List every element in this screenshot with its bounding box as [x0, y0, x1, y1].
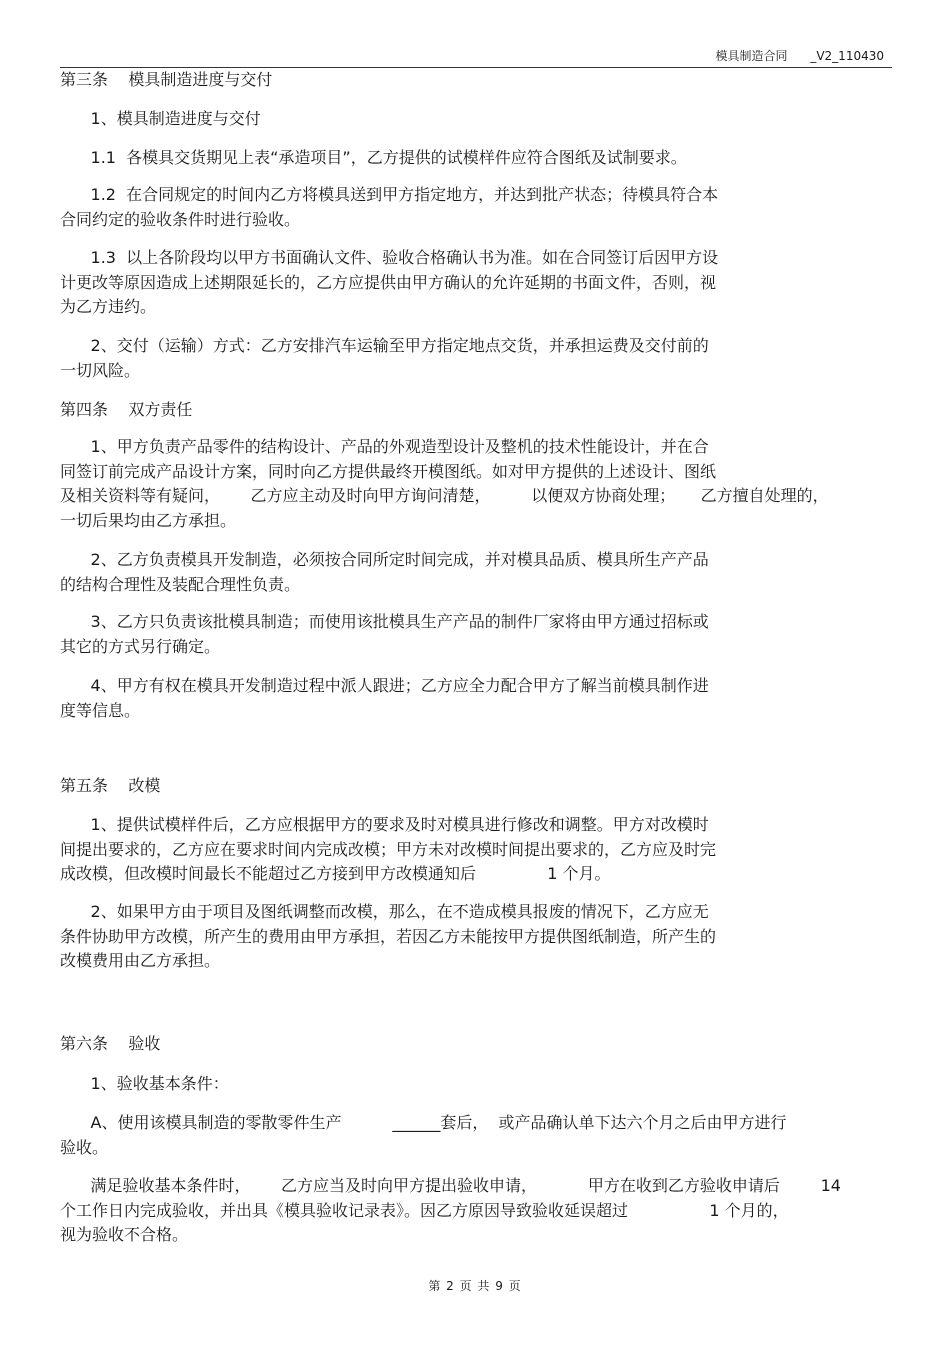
article6-clause1: 1、验收基本条件： [60, 1074, 229, 1093]
article5-clause1: 1、提供试模样件后，乙方应根据甲方的要求及时对模具进行修改和调整。甲方对改模时 间提出要求的，乙方应在要求时间内完成改模；甲方未对改模时间提出要求的，乙方应及时完 成改模，但改模时间最长不能超过乙方接到甲方改模通知后 1 个月。 [60, 815, 717, 883]
article3-title: 第三条 模具制造进度与交付 [60, 70, 273, 89]
article4-title: 第四条 双方责任 [60, 400, 193, 419]
article3-clause1-1: 1.1 各模具交货期见上表“承造项目”，乙方提供的试模样件应符合图纸及试制要求。 [60, 148, 687, 167]
article5-title: 第五条 改模 [60, 776, 161, 795]
article6-clause-b: 满足验收基本条件时， 乙方应当及时向甲方提出验收申请， 甲方在收到乙方验收申请后 14 个工作日内完成验收，并出具《模具验收记录表》。因乙方原因导致验收延误超过 1 个月的， 视为验收不合格。 [60, 1176, 841, 1244]
article3-clause1-3: 1.3 以上各阶段均以甲方书面确认文件、验收合格确认书为准。如在合同签订后因甲方设 计更改等原因造成上述期限延长的，乙方应提供由甲方确认的允许延期的书面文件，否则，视 为乙方违约。 [60, 248, 719, 316]
article4-clause3: 3、乙方只负责该批模具制造；而使用该批模具生产产品的制件厂家将由甲方通过招标或 其它的方式另行确定。 [60, 612, 709, 656]
header-title: 模具制造合同 _V2_110430 [715, 49, 884, 63]
article5-clause2: 2、如果甲方由于项目及图纸调整而改模，那么，在不造成模具报废的情况下，乙方应无 条件协助甲方改模，所产生的费用由甲方承担，若因乙方未能按甲方提供图纸制造，所产生的 改模费用由乙方承担。 [60, 902, 717, 970]
article6-clause-a: A、使用该模具制造的零散零件生产 ______套后， 或产品确认单下达六个月之后由甲方进行 验收。 [60, 1113, 787, 1157]
article6-title: 第六条 验收 [60, 1034, 161, 1053]
article4-clause2: 2、乙方负责模具开发制造，必须按合同所定时间完成，并对模具品质、模具所生产产品 的结构合理性及装配合理性负责。 [60, 550, 709, 594]
page-header [60, 45, 892, 68]
page-number: 第 2 页 共 9 页 [428, 1279, 522, 1293]
article3-clause1-2: 1.2 在合同规定的时间内乙方将模具送到甲方指定地方，并达到批产状态；待模具符合本 合同约定的验收条件时进行验收。 [60, 185, 719, 229]
article4-clause1: 1、甲方负责产品零件的结构设计、产品的外观造型设计及整机的技术性能设计，并在合 同签订前完成产品设计方案，同时向乙方提供最终开模图纸。如对甲方提供的上述设计、图纸 及相关资料等有疑问， 乙方应主动及时向甲方询问清楚， 以便双方协商处理； 乙方擅自处理的， 一切后果均由乙方承担。 [60, 437, 829, 530]
article3-clause2: 2、交付（运输）方式：乙方安排汽车运输至甲方指定地点交货，并承担运费及交付前的 一切风险。 [60, 336, 709, 380]
article3-clause1: 1、模具制造进度与交付 [60, 109, 261, 128]
article4-clause4: 4、甲方有权在模具开发制造过程中派人跟进；乙方应全力配合甲方了解当前模具制作进 度等信息。 [60, 676, 709, 720]
